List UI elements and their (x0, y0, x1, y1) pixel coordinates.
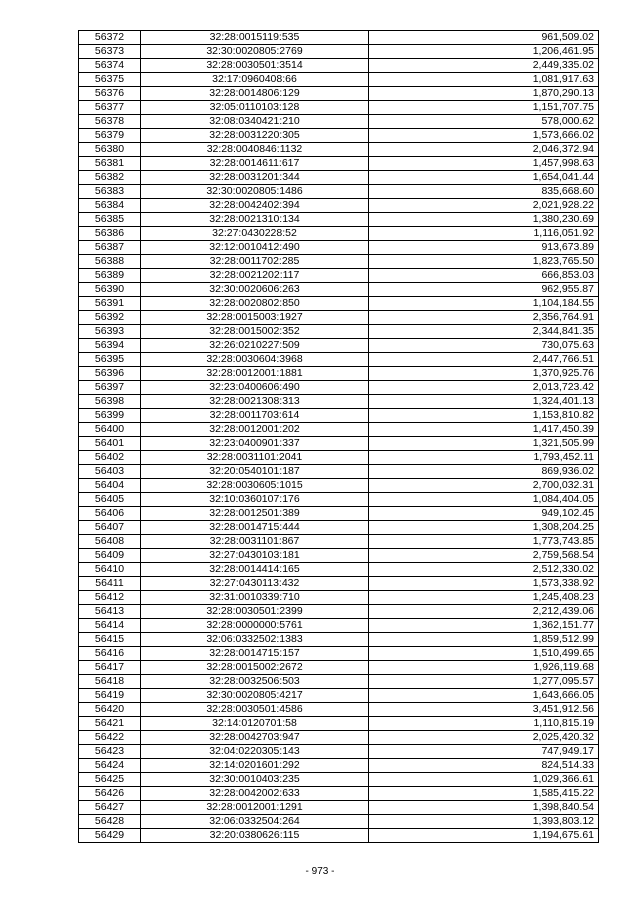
table-row (79, 157, 599, 171)
cadastral-number-cell: 32:05:0110103:128 (141, 101, 369, 115)
value-cell: 1,393,803.12 (369, 815, 599, 829)
cadastral-number-cell: 32:30:0010403:235 (141, 773, 369, 787)
row-number-cell: 56379 (79, 129, 141, 143)
value-cell: 1,194,675.61 (369, 829, 599, 843)
table-row (79, 605, 599, 619)
value-cell: 869,936.02 (369, 465, 599, 479)
value-cell: 1,308,204.25 (369, 521, 599, 535)
table-row (79, 619, 599, 633)
row-number-cell: 56375 (79, 73, 141, 87)
page-number: - 973 - (305, 866, 335, 877)
table-row (79, 367, 599, 381)
value-cell: 1,084,404.05 (369, 493, 599, 507)
table-row (79, 731, 599, 745)
value-cell: 913,673.89 (369, 241, 599, 255)
row-number-cell: 56423 (79, 745, 141, 759)
cadastral-number-cell: 32:27:0430103:181 (141, 549, 369, 563)
value-cell: 2,447,766.51 (369, 353, 599, 367)
table-row (79, 493, 599, 507)
table-row (79, 395, 599, 409)
table-row (79, 773, 599, 787)
row-number-cell: 56389 (79, 269, 141, 283)
table-row (79, 409, 599, 423)
row-number-cell: 56417 (79, 661, 141, 675)
cadastral-number-cell: 32:23:0400606:490 (141, 381, 369, 395)
table-row (79, 479, 599, 493)
value-cell: 1,859,512.99 (369, 633, 599, 647)
table-row (79, 563, 599, 577)
cadastral-number-cell: 32:20:0540101:187 (141, 465, 369, 479)
row-number-cell: 56395 (79, 353, 141, 367)
cadastral-number-cell: 32:28:0000000:5761 (141, 619, 369, 633)
cadastral-number-cell: 32:10:0360107:176 (141, 493, 369, 507)
row-number-cell: 56376 (79, 87, 141, 101)
value-cell: 2,046,372.94 (369, 143, 599, 157)
row-number-cell: 56413 (79, 605, 141, 619)
row-number-cell: 56397 (79, 381, 141, 395)
value-cell: 1,573,666.02 (369, 129, 599, 143)
row-number-cell: 56383 (79, 185, 141, 199)
cadastral-number-cell: 32:26:0210227:509 (141, 339, 369, 353)
cadastral-number-cell: 32:28:0012001:1291 (141, 801, 369, 815)
row-number-cell: 56402 (79, 451, 141, 465)
table-row (79, 451, 599, 465)
row-number-cell: 56400 (79, 423, 141, 437)
value-cell: 1,110,815.19 (369, 717, 599, 731)
cadastral-number-cell: 32:28:0012501:389 (141, 507, 369, 521)
value-cell: 824,514.33 (369, 759, 599, 773)
value-cell: 1,324,401.13 (369, 395, 599, 409)
cadastral-number-cell: 32:28:0031101:867 (141, 535, 369, 549)
value-cell: 2,356,764.91 (369, 311, 599, 325)
value-cell: 578,000.62 (369, 115, 599, 129)
row-number-cell: 56391 (79, 297, 141, 311)
cadastral-number-cell: 32:28:0030605:1015 (141, 479, 369, 493)
table-body (79, 31, 599, 843)
table-row (79, 353, 599, 367)
cadastral-number-cell: 32:28:0021310:134 (141, 213, 369, 227)
cadastral-number-cell: 32:28:0030501:2399 (141, 605, 369, 619)
table-row (79, 829, 599, 843)
row-number-cell: 56401 (79, 437, 141, 451)
table-row (79, 339, 599, 353)
table-row (79, 115, 599, 129)
table-row (79, 143, 599, 157)
value-cell: 2,021,928.22 (369, 199, 599, 213)
value-cell: 1,104,184.55 (369, 297, 599, 311)
row-number-cell: 56421 (79, 717, 141, 731)
cadastral-number-cell: 32:27:0430228:52 (141, 227, 369, 241)
table-row (79, 437, 599, 451)
value-cell: 1,643,666.05 (369, 689, 599, 703)
row-number-cell: 56381 (79, 157, 141, 171)
value-cell: 1,823,765.50 (369, 255, 599, 269)
cadastral-number-cell: 32:28:0031220:305 (141, 129, 369, 143)
value-cell: 962,955.87 (369, 283, 599, 297)
table-row (79, 591, 599, 605)
table-row (79, 717, 599, 731)
value-cell: 2,759,568.54 (369, 549, 599, 563)
table-row (79, 241, 599, 255)
table-row (79, 325, 599, 339)
value-cell: 1,380,230.69 (369, 213, 599, 227)
row-number-cell: 56426 (79, 787, 141, 801)
value-cell: 730,075.63 (369, 339, 599, 353)
table-row (79, 213, 599, 227)
value-cell: 1,585,415.22 (369, 787, 599, 801)
value-cell: 2,449,335.02 (369, 59, 599, 73)
table-row (79, 199, 599, 213)
value-cell: 1,773,743.85 (369, 535, 599, 549)
row-number-cell: 56409 (79, 549, 141, 563)
row-number-cell: 56419 (79, 689, 141, 703)
table-row (79, 297, 599, 311)
row-number-cell: 56404 (79, 479, 141, 493)
row-number-cell: 56410 (79, 563, 141, 577)
value-cell: 835,668.60 (369, 185, 599, 199)
table-row (79, 129, 599, 143)
table-row (79, 101, 599, 115)
row-number-cell: 56393 (79, 325, 141, 339)
cadastral-number-cell: 32:08:0340421:210 (141, 115, 369, 129)
table-row (79, 45, 599, 59)
cadastral-number-cell: 32:28:0012001:1881 (141, 367, 369, 381)
cadastral-number-cell: 32:28:0014611:617 (141, 157, 369, 171)
cadastral-number-cell: 32:28:0030501:3514 (141, 59, 369, 73)
row-number-cell: 56416 (79, 647, 141, 661)
table-row (79, 703, 599, 717)
cadastral-number-cell: 32:30:0020805:1486 (141, 185, 369, 199)
cadastral-number-cell: 32:28:0021308:313 (141, 395, 369, 409)
row-number-cell: 56398 (79, 395, 141, 409)
table-row (79, 227, 599, 241)
value-cell: 1,573,338.92 (369, 577, 599, 591)
value-cell: 1,362,151.77 (369, 619, 599, 633)
value-cell: 1,417,450.39 (369, 423, 599, 437)
cadastral-number-cell: 32:28:0031101:2041 (141, 451, 369, 465)
cadastral-number-cell: 32:30:0020606:263 (141, 283, 369, 297)
value-cell: 1,321,505.99 (369, 437, 599, 451)
value-cell: 1,081,917.63 (369, 73, 599, 87)
table-row (79, 675, 599, 689)
table-row (79, 381, 599, 395)
cadastral-number-cell: 32:28:0030501:4586 (141, 703, 369, 717)
row-number-cell: 56384 (79, 199, 141, 213)
cadastral-number-cell: 32:31:0010339:710 (141, 591, 369, 605)
table-row (79, 689, 599, 703)
value-cell: 1,793,452.11 (369, 451, 599, 465)
cadastral-number-cell: 32:04:0220305:143 (141, 745, 369, 759)
row-number-cell: 56422 (79, 731, 141, 745)
row-number-cell: 56373 (79, 45, 141, 59)
value-cell: 1,116,051.92 (369, 227, 599, 241)
cadastral-number-cell: 32:28:0020802:850 (141, 297, 369, 311)
cadastral-number-cell: 32:28:0031201:344 (141, 171, 369, 185)
table-row (79, 87, 599, 101)
cadastral-number-cell: 32:28:0014715:444 (141, 521, 369, 535)
table-row (79, 171, 599, 185)
cadastral-number-cell: 32:06:0332504:264 (141, 815, 369, 829)
value-cell: 2,700,032.31 (369, 479, 599, 493)
table-row (79, 283, 599, 297)
cadastral-number-cell: 32:23:0400901:337 (141, 437, 369, 451)
table-row (79, 549, 599, 563)
value-cell: 961,509.02 (369, 31, 599, 45)
row-number-cell: 56427 (79, 801, 141, 815)
cadastral-number-cell: 32:28:0015002:2672 (141, 661, 369, 675)
row-number-cell: 56380 (79, 143, 141, 157)
row-number-cell: 56407 (79, 521, 141, 535)
cadastral-number-cell: 32:28:0014806:129 (141, 87, 369, 101)
cadastral-number-cell: 32:28:0021202:117 (141, 269, 369, 283)
row-number-cell: 56403 (79, 465, 141, 479)
cadastral-number-cell: 32:30:0020805:2769 (141, 45, 369, 59)
value-cell: 1,277,095.57 (369, 675, 599, 689)
table-row (79, 59, 599, 73)
value-cell: 1,926,119.68 (369, 661, 599, 675)
table-row (79, 507, 599, 521)
table-row (79, 577, 599, 591)
value-cell: 2,013,723.42 (369, 381, 599, 395)
value-cell: 1,370,925.76 (369, 367, 599, 381)
cadastral-number-cell: 32:28:0032506:503 (141, 675, 369, 689)
cadastral-number-cell: 32:28:0030604:3968 (141, 353, 369, 367)
row-number-cell: 56372 (79, 31, 141, 45)
row-number-cell: 56424 (79, 759, 141, 773)
cadastral-number-cell: 32:27:0430113:432 (141, 577, 369, 591)
row-number-cell: 56390 (79, 283, 141, 297)
cadastral-number-cell: 32:28:0011703:614 (141, 409, 369, 423)
row-number-cell: 56420 (79, 703, 141, 717)
table-row (79, 633, 599, 647)
table-row (79, 465, 599, 479)
cadastral-number-cell: 32:17:0960408:66 (141, 73, 369, 87)
cadastral-number-cell: 32:20:0380626:115 (141, 829, 369, 843)
value-cell: 1,654,041.44 (369, 171, 599, 185)
value-cell: 3,451,912.56 (369, 703, 599, 717)
value-cell: 1,510,499.65 (369, 647, 599, 661)
table-row (79, 759, 599, 773)
row-number-cell: 56429 (79, 829, 141, 843)
row-number-cell: 56411 (79, 577, 141, 591)
cadastral-number-cell: 32:28:0015003:1927 (141, 311, 369, 325)
cadastral-value-table-container (78, 30, 598, 843)
cadastral-number-cell: 32:28:0014414:165 (141, 563, 369, 577)
cadastral-number-cell: 32:28:0042703:947 (141, 731, 369, 745)
value-cell: 747,949.17 (369, 745, 599, 759)
table-row (79, 801, 599, 815)
table-row (79, 73, 599, 87)
table-row (79, 745, 599, 759)
cadastral-number-cell: 32:14:0201601:292 (141, 759, 369, 773)
table-row (79, 787, 599, 801)
value-cell: 2,025,420.32 (369, 731, 599, 745)
cadastral-number-cell: 32:28:0011702:285 (141, 255, 369, 269)
cadastral-number-cell: 32:28:0015119:535 (141, 31, 369, 45)
row-number-cell: 56415 (79, 633, 141, 647)
row-number-cell: 56377 (79, 101, 141, 115)
row-number-cell: 56405 (79, 493, 141, 507)
value-cell: 1,029,366.61 (369, 773, 599, 787)
value-cell: 2,512,330.02 (369, 563, 599, 577)
table-row (79, 535, 599, 549)
table-row (79, 647, 599, 661)
cadastral-number-cell: 32:28:0015002:352 (141, 325, 369, 339)
table-row (79, 815, 599, 829)
row-number-cell: 56412 (79, 591, 141, 605)
cadastral-number-cell: 32:28:0040846:1132 (141, 143, 369, 157)
row-number-cell: 56387 (79, 241, 141, 255)
row-number-cell: 56396 (79, 367, 141, 381)
value-cell: 1,245,408.23 (369, 591, 599, 605)
value-cell: 1,870,290.13 (369, 87, 599, 101)
row-number-cell: 56418 (79, 675, 141, 689)
cadastral-value-table (78, 30, 599, 843)
cadastral-number-cell: 32:28:0042402:394 (141, 199, 369, 213)
cadastral-number-cell: 32:06:0332502:1383 (141, 633, 369, 647)
table-row (79, 255, 599, 269)
row-number-cell: 56378 (79, 115, 141, 129)
row-number-cell: 56428 (79, 815, 141, 829)
row-number-cell: 56382 (79, 171, 141, 185)
table-row (79, 185, 599, 199)
row-number-cell: 56406 (79, 507, 141, 521)
value-cell: 1,206,461.95 (369, 45, 599, 59)
row-number-cell: 56414 (79, 619, 141, 633)
row-number-cell: 56408 (79, 535, 141, 549)
table-row (79, 521, 599, 535)
value-cell: 1,398,840.54 (369, 801, 599, 815)
row-number-cell: 56385 (79, 213, 141, 227)
table-row (79, 31, 599, 45)
cadastral-number-cell: 32:28:0042002:633 (141, 787, 369, 801)
table-row (79, 269, 599, 283)
value-cell: 2,212,439.06 (369, 605, 599, 619)
table-row (79, 423, 599, 437)
cadastral-number-cell: 32:28:0014715:157 (141, 647, 369, 661)
cadastral-number-cell: 32:12:0010412:490 (141, 241, 369, 255)
table-row (79, 661, 599, 675)
value-cell: 1,153,810.82 (369, 409, 599, 423)
value-cell: 949,102.45 (369, 507, 599, 521)
value-cell: 1,457,998.63 (369, 157, 599, 171)
row-number-cell: 56392 (79, 311, 141, 325)
row-number-cell: 56425 (79, 773, 141, 787)
table-row (79, 311, 599, 325)
row-number-cell: 56386 (79, 227, 141, 241)
cadastral-number-cell: 32:28:0012001:202 (141, 423, 369, 437)
value-cell: 1,151,707.75 (369, 101, 599, 115)
cadastral-number-cell: 32:30:0020805:4217 (141, 689, 369, 703)
value-cell: 666,853.03 (369, 269, 599, 283)
row-number-cell: 56399 (79, 409, 141, 423)
row-number-cell: 56388 (79, 255, 141, 269)
row-number-cell: 56374 (79, 59, 141, 73)
cadastral-number-cell: 32:14:0120701:58 (141, 717, 369, 731)
value-cell: 2,344,841.35 (369, 325, 599, 339)
row-number-cell: 56394 (79, 339, 141, 353)
